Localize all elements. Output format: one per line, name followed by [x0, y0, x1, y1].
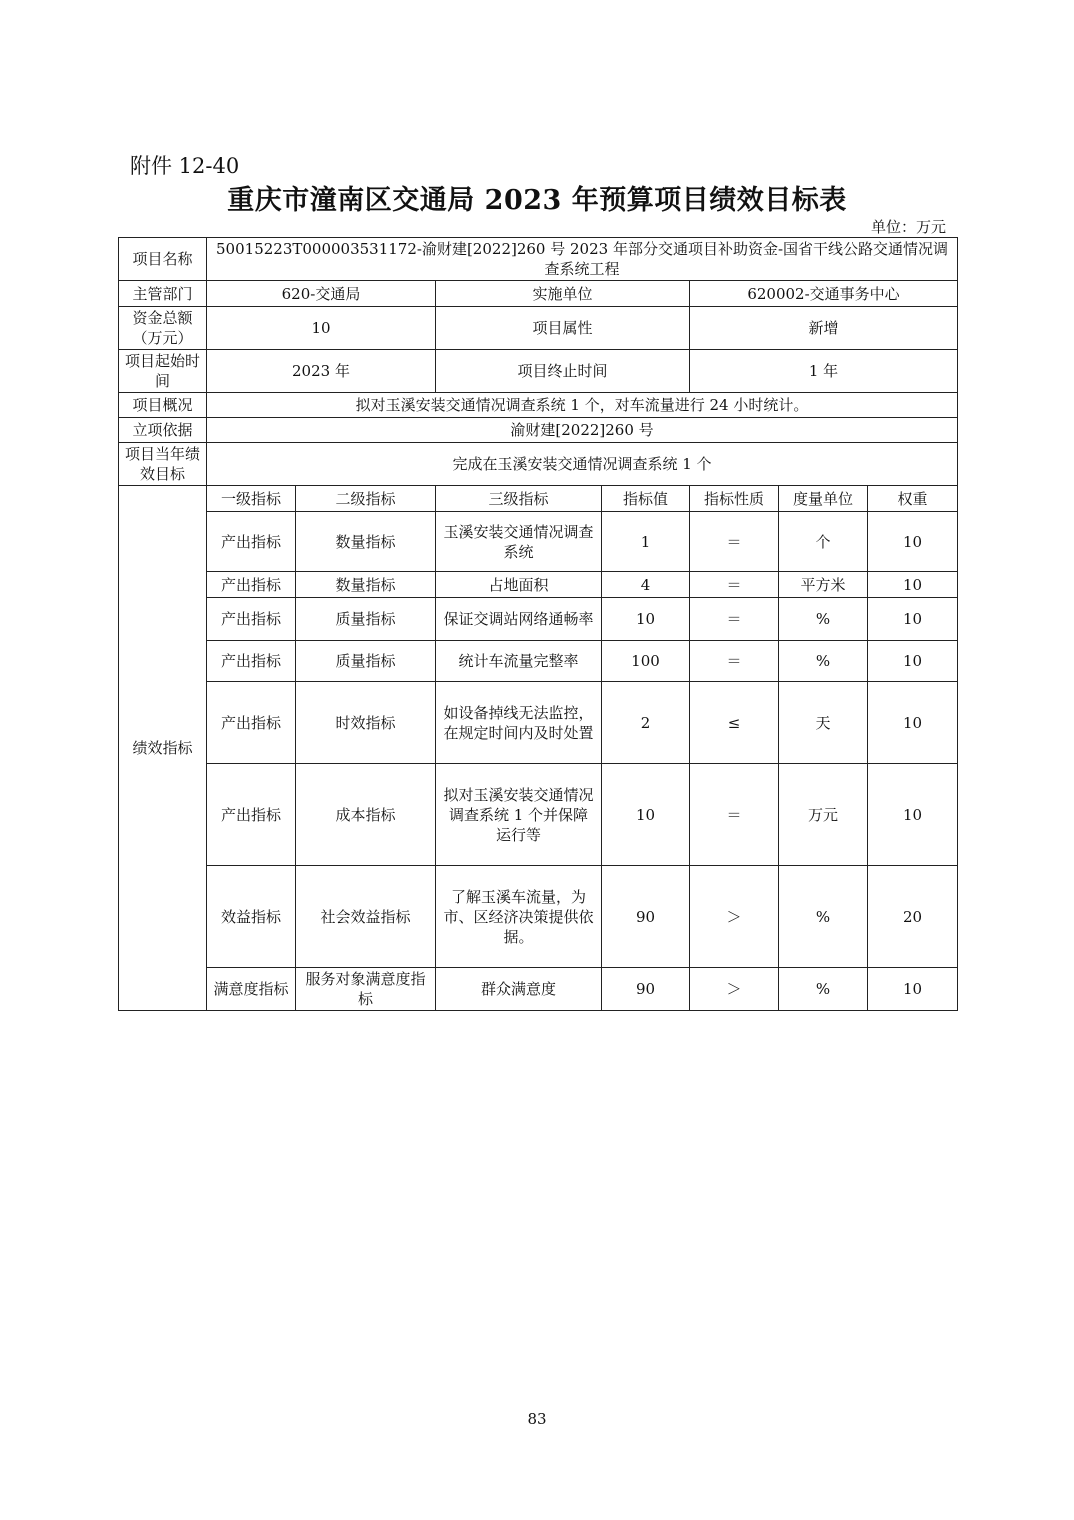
column-header: 三级指标 — [436, 486, 602, 512]
level3-cell: 保证交调站网络通畅率 — [436, 598, 602, 641]
table-row — [119, 512, 958, 572]
level1-cell: 产出指标 — [207, 512, 296, 572]
performance-table — [118, 237, 958, 1011]
column-header: 指标值 — [602, 486, 690, 512]
nature-cell: ＝ — [690, 641, 779, 682]
fund-row — [119, 307, 958, 350]
weight-cell: 10 — [868, 572, 958, 598]
level3-cell: 玉溪安装交通情况调查系统 — [436, 512, 602, 572]
level2-cell: 时效指标 — [296, 682, 436, 764]
nature-cell: ＝ — [690, 764, 779, 866]
project-name-row — [119, 238, 958, 281]
column-header: 指标性质 — [690, 486, 779, 512]
indicator-section-label: 绩效指标 — [119, 486, 207, 1011]
level3-cell: 统计车流量完整率 — [436, 641, 602, 682]
weight-cell: 10 — [868, 764, 958, 866]
value-cell: 4 — [602, 572, 690, 598]
cell-label: 立项依据 — [119, 418, 207, 443]
column-header: 度量单位 — [779, 486, 868, 512]
column-header: 二级指标 — [296, 486, 436, 512]
level3-cell: 如设备掉线无法监控，在规定时间内及时处置 — [436, 682, 602, 764]
weight-cell: 20 — [868, 866, 958, 968]
unit-cell: % — [779, 866, 868, 968]
level3-cell: 群众满意度 — [436, 968, 602, 1011]
value-cell: 90 — [602, 866, 690, 968]
cell-value: 拟对玉溪安装交通情况调查系统 1 个，对车流量进行 24 小时统计。 — [207, 393, 958, 418]
cell-value: 10 — [207, 307, 436, 350]
unit-cell: 天 — [779, 682, 868, 764]
column-header: 权重 — [868, 486, 958, 512]
value-cell: 10 — [602, 764, 690, 866]
value-cell: 10 — [602, 598, 690, 641]
nature-cell: ＞ — [690, 866, 779, 968]
level2-cell: 服务对象满意度指标 — [296, 968, 436, 1011]
cell-value: 620-交通局 — [207, 281, 436, 307]
nature-cell: ＝ — [690, 598, 779, 641]
table-row — [119, 682, 958, 764]
cell-label: 项目终止时间 — [436, 350, 690, 393]
cell-value: 2023 年 — [207, 350, 436, 393]
level1-cell: 产出指标 — [207, 572, 296, 598]
weight-cell: 10 — [868, 682, 958, 764]
cell-value: 完成在玉溪安装交通情况调查系统 1 个 — [207, 443, 958, 486]
value-cell: 90 — [602, 968, 690, 1011]
level1-cell: 效益指标 — [207, 866, 296, 968]
level3-cell: 拟对玉溪安装交通情况调查系统 1 个并保障运行等 — [436, 764, 602, 866]
unit-cell: % — [779, 968, 868, 1011]
value-cell: 2 — [602, 682, 690, 764]
cell-label: 主管部门 — [119, 281, 207, 307]
unit-cell: % — [779, 598, 868, 641]
cell-value: 620002-交通事务中心 — [690, 281, 958, 307]
unit-cell: 万元 — [779, 764, 868, 866]
cell-value: 新增 — [690, 307, 958, 350]
cell-label: 实施单位 — [436, 281, 690, 307]
cell-value: 1 年 — [690, 350, 958, 393]
nature-cell: ≤ — [690, 682, 779, 764]
overview-row — [119, 393, 958, 418]
time-row — [119, 350, 958, 393]
nature-cell: ＞ — [690, 968, 779, 1011]
level3-cell: 占地面积 — [436, 572, 602, 598]
dept-row — [119, 281, 958, 307]
level1-cell: 产出指标 — [207, 641, 296, 682]
nature-cell: ＝ — [690, 572, 779, 598]
unit-cell: 平方米 — [779, 572, 868, 598]
value-cell: 100 — [602, 641, 690, 682]
level3-cell: 了解玉溪车流量，为市、区经济决策提供依据。 — [436, 866, 602, 968]
level2-cell: 数量指标 — [296, 512, 436, 572]
level2-cell: 质量指标 — [296, 598, 436, 641]
cell-label: 项目名称 — [119, 238, 207, 281]
table-row — [119, 866, 958, 968]
table-row — [119, 598, 958, 641]
weight-cell: 10 — [868, 968, 958, 1011]
cell-label: 项目概况 — [119, 393, 207, 418]
weight-cell: 10 — [868, 512, 958, 572]
unit-label: 单位：万元 — [870, 218, 946, 236]
unit-cell: % — [779, 641, 868, 682]
weight-cell: 10 — [868, 641, 958, 682]
level2-cell: 社会效益指标 — [296, 866, 436, 968]
cell-label: 项目属性 — [436, 307, 690, 350]
cell-label: 项目起始时间 — [119, 350, 207, 393]
cell-value: 50015223T000003531172-渝财建[2022]260 号 2023 年部分交通项目补助资金-国省干线公路交通情况调查系统工程 — [207, 238, 958, 281]
table-row — [119, 764, 958, 866]
level1-cell: 产出指标 — [207, 598, 296, 641]
indicator-header-row — [119, 486, 958, 512]
document-title: 重庆市潼南区交通局 2023 年预算项目绩效目标表 — [227, 185, 847, 216]
level2-cell: 数量指标 — [296, 572, 436, 598]
level1-cell: 产出指标 — [207, 764, 296, 866]
level1-cell: 产出指标 — [207, 682, 296, 764]
weight-cell: 10 — [868, 598, 958, 641]
table-row — [119, 572, 958, 598]
cell-label: 资金总额（万元） — [119, 307, 207, 350]
nature-cell: ＝ — [690, 512, 779, 572]
goal-row — [119, 443, 958, 486]
attachment-label: 附件 12-40 — [130, 154, 240, 178]
basis-row — [119, 418, 958, 443]
cell-value: 渝财建[2022]260 号 — [207, 418, 958, 443]
column-header: 一级指标 — [207, 486, 296, 512]
level1-cell: 满意度指标 — [207, 968, 296, 1011]
cell-label: 项目当年绩效目标 — [119, 443, 207, 486]
page-number: 83 — [527, 1410, 547, 1428]
level2-cell: 质量指标 — [296, 641, 436, 682]
table-row — [119, 641, 958, 682]
unit-cell: 个 — [779, 512, 868, 572]
table-row — [119, 968, 958, 1011]
level2-cell: 成本指标 — [296, 764, 436, 866]
value-cell: 1 — [602, 512, 690, 572]
